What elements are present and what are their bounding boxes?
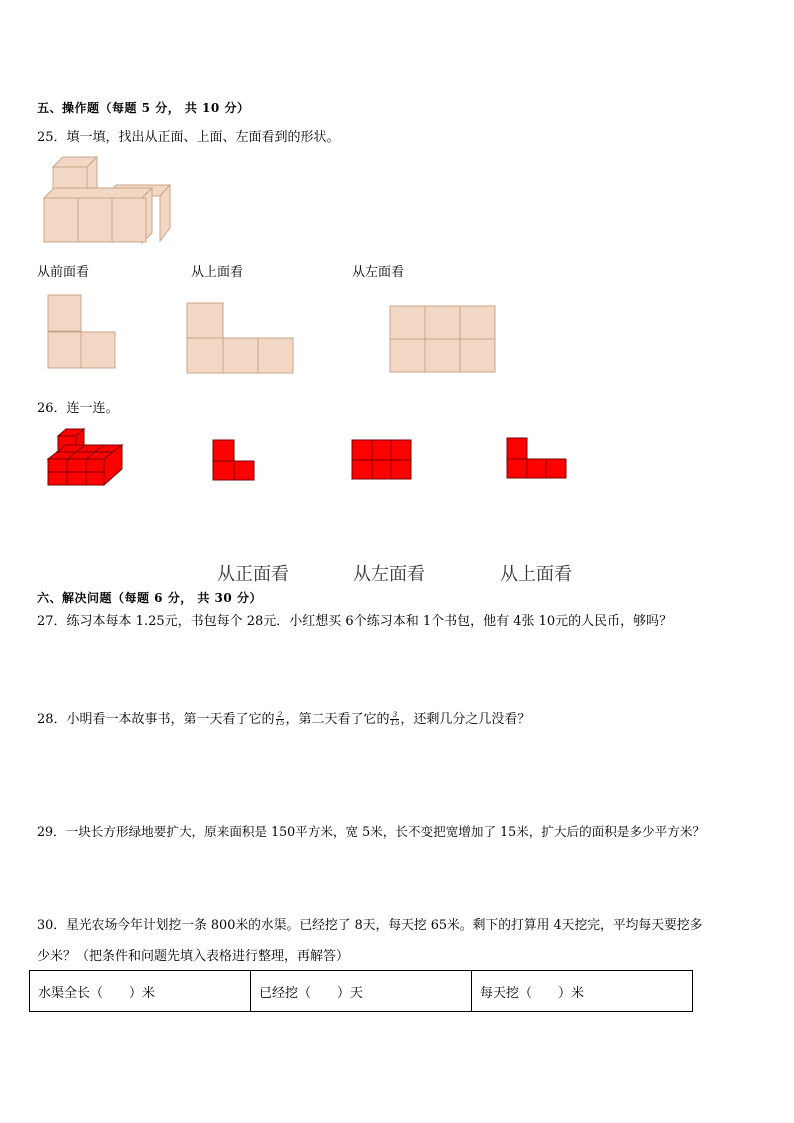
- fraction-2-15: $\frac{2}{15}$: [275, 711, 285, 727]
- fraction-3-15: $\frac{3}{15}$: [390, 711, 400, 727]
- view-label-top: 从上面看: [191, 265, 244, 280]
- section-6-title: 六、解决问题（每题 6 分， 共 30 分）: [37, 591, 262, 605]
- question-28: 28．小明看一本故事书，第一天看了它的 $\frac{2}{15}$ ，第二天看了它的 $\frac{3}{15}$ ，还剩几分之几没看？: [37, 711, 531, 727]
- table-cell-canal-length: 水渠全长（ ）米: [30, 971, 251, 1012]
- front-view-shape: [46, 294, 120, 372]
- question-30-line1: 30．星光农场今年计划挖一条 800米的水渠。已经挖了 8天，每天挖 65米。剩下的打算用 4天挖完，平均每天要挖多: [37, 918, 703, 933]
- match-label-top: 从上面看: [500, 564, 572, 585]
- question-25: 25．填一填，找出从正面、上面、左面看到的形状。: [37, 130, 340, 145]
- question-29: 29．一块长方形绿地要扩大，原来面积是 150平方米，宽 5米，长不变把宽增加了 15米，扩大后的面积是多少平方米？: [37, 824, 706, 839]
- top-view-shape: [186, 302, 296, 376]
- red-shape-b: [351, 439, 415, 483]
- red-shape-a: [212, 439, 258, 483]
- question-26: 26．连一连。: [37, 401, 119, 416]
- match-label-left: 从左面看: [353, 564, 425, 585]
- left-view-shape: [389, 305, 499, 375]
- question-27: 27．练习本每本 1.25元，书包每个 28元．小红想买 6个练习本和 1个书包，他有 4张 10元的人民币，够吗？: [37, 614, 673, 629]
- q30-fill-table: [29, 970, 693, 1012]
- red-shape-c: [506, 437, 570, 481]
- table-cell-days-dug: 已经挖（ ）天: [251, 971, 472, 1012]
- section-5-title: 五、操作题（每题 5 分， 共 10 分）: [37, 101, 250, 115]
- match-label-front: 从正面看: [217, 564, 289, 585]
- red-solid-figure: [44, 427, 128, 489]
- view-label-front: 从前面看: [37, 265, 90, 280]
- view-label-left: 从左面看: [352, 265, 405, 280]
- cube-stack-figure: [40, 155, 175, 245]
- question-30-line2: 少米？（把条件和问题先填入表格进行整理，再解答）: [37, 949, 350, 964]
- table-cell-per-day: 每天挖（ ）米: [472, 971, 693, 1012]
